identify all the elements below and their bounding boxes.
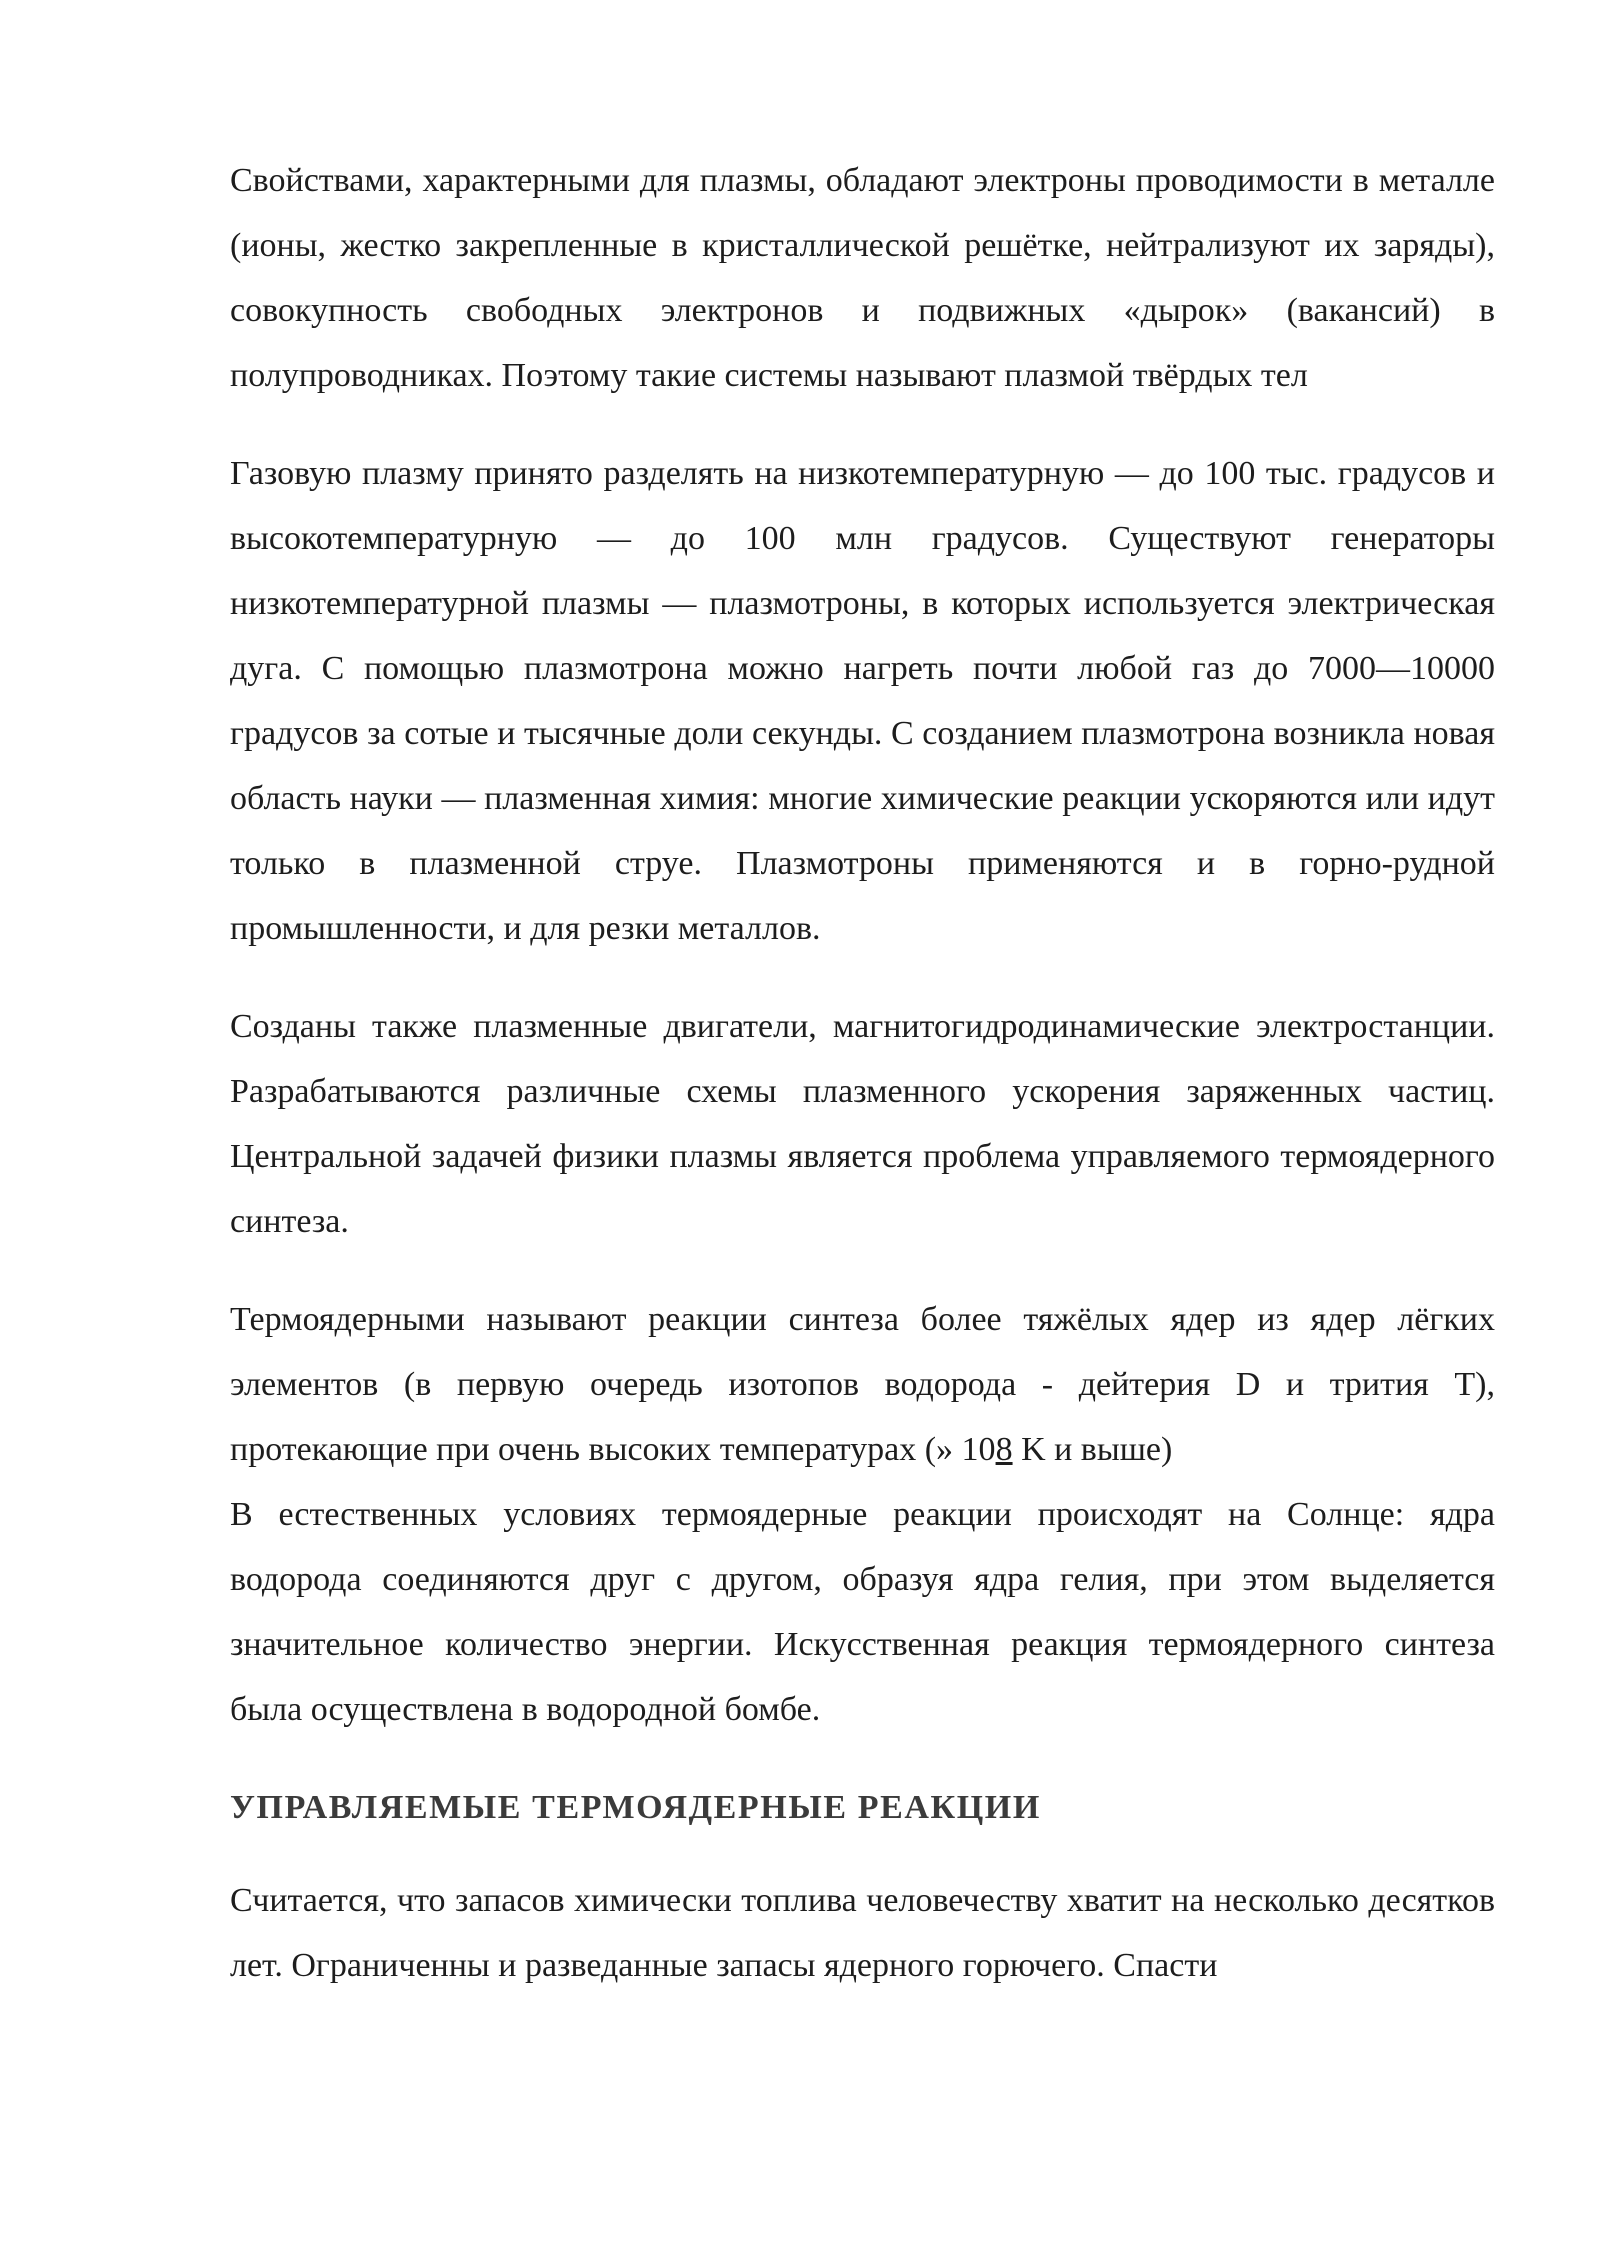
fusion-text-after: K и выше): [1012, 1431, 1173, 1468]
fusion-text-before: Термоядерными называют реакции синтеза более тяжёлых ядер из ядер лёгких элементов (в первую очередь изотопов водорода - дейтерия D и трития T), протекающие при очень высоких температурах (» 10: [230, 1301, 1495, 1468]
paragraph-gas-plasma: Газовую плазму принято разделять на низкотемпературную — до 100 тыс. градусов и высокотемпературную — до 100 млн градусов. Существуют генераторы низкотемпературной плазмы — плазмотроны, в которых используется электрическая дуга. С помощью плазмотрона можно нагреть почти любой газ до 7000—10000 градусов за сотые и тысячные доли секунды. С созданием плазмотрона возникла новая область науки — плазменная химия: многие химические реакции ускоряются или идут только в плазменной струе. Плазмотроны применяются и в горно-рудной промышленности, и для резки металлов.: [230, 455, 1495, 947]
paragraph-fusion-definition: [230, 1287, 1495, 1482]
paragraph-solid-plasma: Свойствами, характерными для плазмы, обладают электроны проводимости в металле (ионы, жестко закрепленные в кристаллической решётке, нейтрализуют их заряды), совокупность свободных электронов и подвижных «дырок» (вакансий) в полупроводниках. Поэтому такие системы называют плазмой твёрдых тел: [230, 162, 1495, 394]
section-heading: УПРАВЛЯЕМЫЕ ТЕРМОЯДЕРНЫЕ РЕАКЦИИ: [230, 1789, 1041, 1826]
paragraph-fuel-reserves: Считается, что запасов химически топлива человечеству хватит на несколько десятков лет. Ограниченны и разведанные запасы ядерного горючего. Спасти: [230, 1882, 1495, 1984]
paragraph-plasma-engines: Созданы также плазменные двигатели, магнитогидродинамические электростанции. Разрабатываются различные схемы плазменного ускорения заряженных частиц. Центральной задачей физики плазмы является проблема управляемого термоядерного синтеза.: [230, 1008, 1495, 1240]
paragraph-sun-fusion: В естественных условиях термоядерные реакции происходят на Солнце: ядра водорода соединяются друг с другом, образуя ядра гелия, при этом выделяется значительное количество энергии. Искусственная реакция термоядерного синтеза была осуществлена в водородной бомбе.: [230, 1496, 1495, 1728]
fusion-exponent: 8: [995, 1431, 1013, 1468]
document-body: [230, 148, 1495, 2031]
